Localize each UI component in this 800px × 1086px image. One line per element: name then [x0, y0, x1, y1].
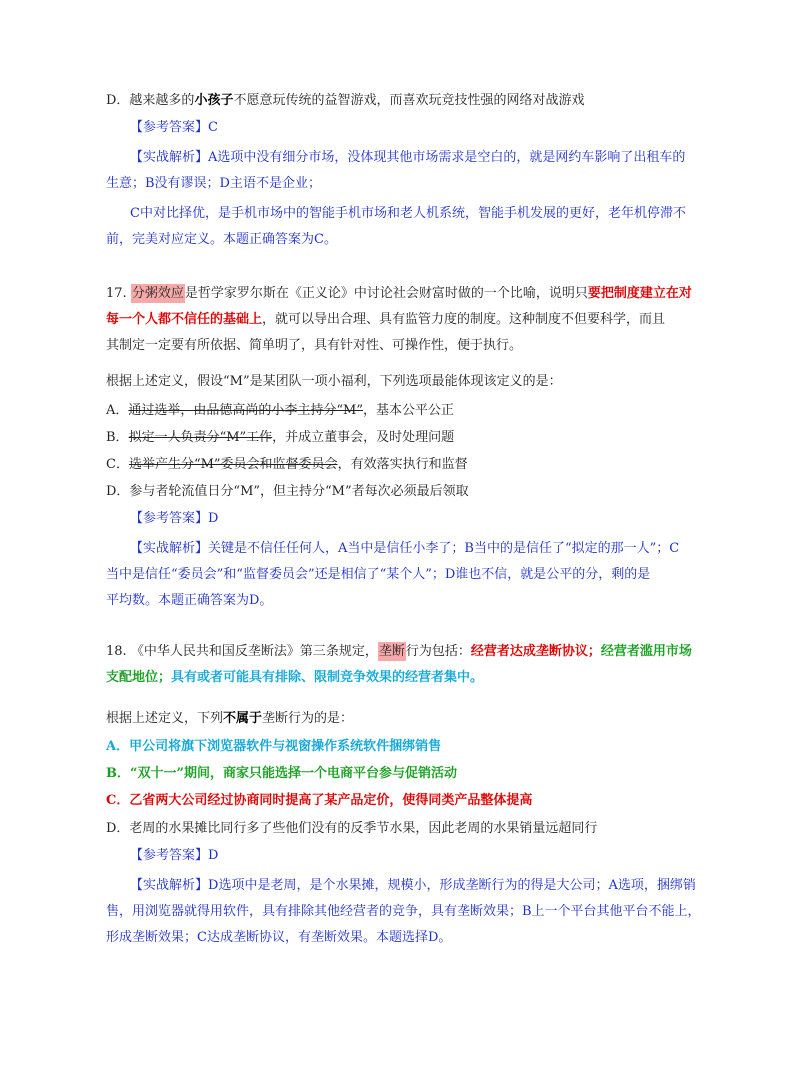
q17-stem-line3: 其制定一定要有所依据、简单明了，具有针对性、可操作性，便于执行。	[106, 338, 523, 353]
q18-analysis-line3: 形成垄断效果；C达成垄断协议，有垄断效果。本题选择D。	[106, 930, 452, 945]
q18-analysis-line2: 售，用浏览器就得用软件，具有排除其他经营者的竞争，具有垄断效果；B上一个平台其他平台不能上，	[106, 904, 701, 919]
q17-answer-value: D	[208, 511, 219, 526]
q17-stem-text2: ，就可以导出合理、具有监管力度的制度。这种制度不但要科学，而且	[262, 312, 666, 327]
q18-option-b: B．“双十一”期间，商家只能选择一个电商平台参与促销活动	[106, 766, 457, 781]
q17-number: 17.	[106, 286, 127, 301]
q18-answer-label: 【参考答案】	[130, 848, 209, 863]
q17-stem-red1: 要把制度建立在对	[587, 286, 692, 301]
q18-term-highlight: 垄断	[378, 644, 405, 659]
q16-analysis-line1	[130, 147, 685, 169]
q17-option-b-prefix: B．	[106, 430, 129, 445]
q18-option-d: D．老周的水果摊比同行多了些他们没有的反季节水果，因此老周的水果销量远超同行	[106, 821, 598, 836]
q18-stem-line2	[106, 667, 483, 689]
q16-answer-value: C	[208, 120, 218, 135]
q18-answer-value: D	[208, 848, 219, 863]
q17-term-highlight: 分粥效应	[131, 286, 184, 301]
q16-option-d-pre: D．越来越多的	[106, 93, 195, 108]
q16-analysis2-line2: 前，完美对应定义。本题正确答案为C。	[106, 232, 337, 247]
q18-analysis-line1	[130, 875, 696, 897]
q16-option-d-post: 不愿意玩传统的益智游戏，而喜欢玩竞技性强的网络对战游戏	[233, 93, 585, 108]
q16-option-d-bold: 小孩子	[194, 93, 234, 108]
q17-option-c	[106, 454, 468, 476]
q17-answer	[130, 508, 218, 530]
q16-analysis2-line1: C中对比择优，是手机市场中的智能手机市场和老人机系统，智能手机发展的更好，老年机停滞不	[130, 206, 686, 221]
q17-option-d: D．参与者轮流值日分“M”，但主持分“M”者每次必须最后领取	[106, 484, 469, 499]
q18-stem-red: 经营者达成垄断协议；	[470, 644, 601, 659]
q17-stem-line1	[106, 283, 692, 305]
q18-question-bold: 不属于	[223, 711, 263, 726]
q18-stem-cyan: 具有或者可能具有排除、限制竞争效果的经营者集中。	[171, 670, 484, 685]
q16-analysis-text: A选项中没有细分市场，没体现其他市场需求是空白的，就是网约车影响了出租车的	[208, 150, 686, 165]
q18-analysis-label: 【实战解析】	[130, 878, 209, 893]
q17-option-a-rest: ，基本公平公正	[363, 403, 455, 418]
q17-answer-label: 【参考答案】	[130, 511, 209, 526]
q18-number: 18.	[106, 644, 127, 659]
q18-stem-green: 经营者滥用市场	[600, 644, 692, 659]
q18-stem-green2: 支配地位；	[106, 670, 172, 685]
q17-option-b-strike: 拟定一人负责分“M”工作	[128, 430, 273, 445]
q17-analysis-line2: 当中是信任“委员会”和“监督委员会”还是相信了“某个人”；D谁也不信，就是公平的分，剩的是	[106, 567, 651, 582]
q17-option-c-strike: 选举产生分“M”委员会和监督委员会	[128, 457, 338, 472]
q17-option-c-rest: ，有效落实执行和监督	[337, 457, 468, 472]
q18-stem-pre: 《中华人民共和国反垄断法》第三条规定，	[130, 644, 378, 659]
q16-analysis-line2: 生意；B没有谬误；D主语不是企业；	[106, 176, 321, 191]
q17-option-a-strike: 通过选举，由品德高尚的小李主持分“M”	[128, 403, 363, 418]
q18-answer	[130, 845, 218, 867]
q16-analysis-label: 【实战解析】	[130, 150, 209, 165]
q17-option-a-prefix: A．	[106, 403, 129, 418]
q18-option-a: A．甲公司将旗下浏览器软件与视窗操作系统软件捆绑销售	[106, 739, 442, 754]
q18-question-post: 垄断行为的是：	[262, 711, 354, 726]
q17-analysis-label: 【实战解析】	[130, 541, 209, 556]
q17-analysis-line1	[130, 538, 679, 560]
q18-analysis-text: D选项中是老周，是个水果摊，规模小，形成垄断行为的得是大公司；A选项，捆绑销	[208, 878, 696, 893]
q17-analysis-text: 关键是不信任任何人，A当中是信任小李了；B当中的是信任了“拟定的那一人”；C	[208, 541, 680, 556]
q16-answer-label: 【参考答案】	[130, 120, 209, 135]
q17-option-c-prefix: C．	[106, 457, 129, 472]
q17-question: 根据上述定义，假设“M”是某团队一项小福利，下列选项最能体现该定义的是：	[106, 374, 562, 389]
q17-stem-red2: 每一个人都不信任的基础上	[106, 312, 263, 327]
q18-question-pre: 根据上述定义，下列	[106, 711, 224, 726]
q18-option-c: C．乙省两大公司经过协商同时提高了某产品定价，使得同类产品整体提高	[106, 793, 533, 808]
q17-option-b	[106, 427, 454, 449]
q17-stem-text1: 是哲学家罗尔斯在《正义论》中讨论社会财富时做的一个比喻，说明只	[184, 286, 588, 301]
q16-answer	[130, 117, 218, 139]
q17-option-b-rest: ，并成立董事会，及时处理问题	[272, 430, 455, 445]
q18-question	[106, 708, 353, 730]
q18-stem-line1	[106, 641, 692, 663]
q17-option-a	[106, 400, 454, 422]
q17-stem-line2	[106, 309, 665, 331]
q16-option-d	[106, 90, 584, 112]
q17-analysis-line3: 平均数。本题正确答案为D。	[106, 593, 273, 608]
q18-stem-mid: 行为包括：	[405, 644, 471, 659]
